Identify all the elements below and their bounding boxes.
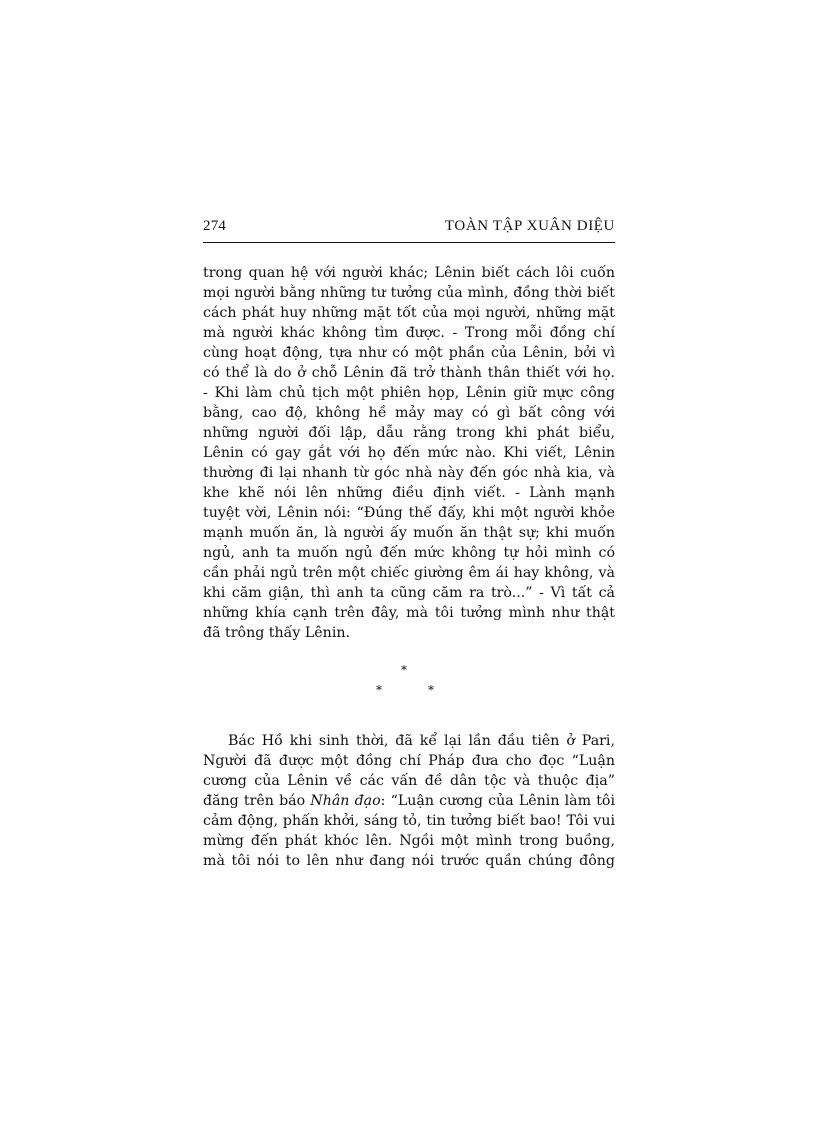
text-line: mọi người bằng những tư tưởng của mình, đồng thời biết	[203, 285, 615, 301]
text-line: thường đi lại nhanh từ góc nhà này đến góc nhà kia, và	[203, 465, 615, 481]
text-line: có thể là do ở chỗ Lênin đã trở thành thân thiết với họ.	[203, 365, 615, 381]
text-line: cương của Lênin về các vấn đề dân tộc và thuộc địa”	[203, 773, 615, 789]
separator-asterisk: *	[401, 663, 407, 677]
text-line: cùng hoạt động, tựa như có một phần của Lênin, bởi vì	[203, 345, 615, 361]
text-line: Người đã được một đồng chí Pháp đưa cho đọc “Luận	[203, 753, 615, 769]
running-title: TOÀN TẬP XUÂN DIỆU	[444, 218, 615, 234]
text-line: bằng, cao độ, không hề mảy may có gì bất công với	[203, 405, 615, 421]
page-header	[203, 214, 615, 243]
text-line: tuyệt vời, Lênin nói: “Đúng thế đấy, khi một người khỏe	[203, 505, 615, 521]
text-line: trong quan hệ với người khác; Lênin biết cách lôi cuốn	[203, 265, 615, 281]
text-line: ngủ, anh ta muốn ngủ đến mức không tự hỏi mình có	[203, 545, 615, 561]
text-line: mạnh muốn ăn, là người ấy muốn ăn thật sự; khi muốn	[203, 525, 615, 541]
text-line: những người đối lập, dẫu rằng trong khi phát biểu,	[203, 425, 615, 441]
text-line: mà người khác không tìm được. - Trong mỗi đồng chí	[203, 325, 615, 341]
text-line: khe khẽ nói lên những điều định viết. - Lành mạnh	[203, 485, 615, 501]
page-number: 274	[203, 218, 227, 234]
text-line: mừng đến phát khóc lên. Ngồi một mình trong buồng,	[203, 833, 615, 849]
separator-asterisk: *	[428, 683, 434, 697]
text-segment: đăng trên báo	[203, 793, 311, 809]
text-line: Bác Hồ khi sinh thời, đã kể lại lần đầu tiên ở Pari,	[228, 733, 615, 749]
text-segment: : “Luận cương của Lênin làm tôi	[380, 793, 615, 809]
text-line: cảm động, phấn khởi, sáng tỏ, tin tưởng biết bao! Tôi vui	[203, 813, 615, 829]
newspaper-title: Nhân đạo	[310, 793, 381, 809]
text-line: cách phát huy những mặt tốt của mọi người, những mặt	[203, 305, 615, 321]
text-line: Lênin có gay gắt với họ đến mức nào. Khi viết, Lênin	[203, 445, 615, 461]
text-line: đã trông thấy Lênin.	[203, 625, 351, 641]
text-line: mà tôi nói to lên như đang nói trước quần chúng đông	[203, 853, 615, 869]
text-line: khi căm giận, thì anh ta cũng căm ra trò...” - Vì tất cả	[203, 585, 615, 601]
text-line	[203, 791, 615, 811]
text-line: - Khi làm chủ tịch một phiên họp, Lênin giữ mực công	[203, 385, 615, 401]
separator-asterisk: *	[376, 683, 382, 697]
text-line: cần phải ngủ trên một chiếc giường êm ái hay không, và	[203, 565, 615, 581]
text-line: những khía cạnh trên đây, mà tôi tưởng mình như thật	[203, 605, 615, 621]
